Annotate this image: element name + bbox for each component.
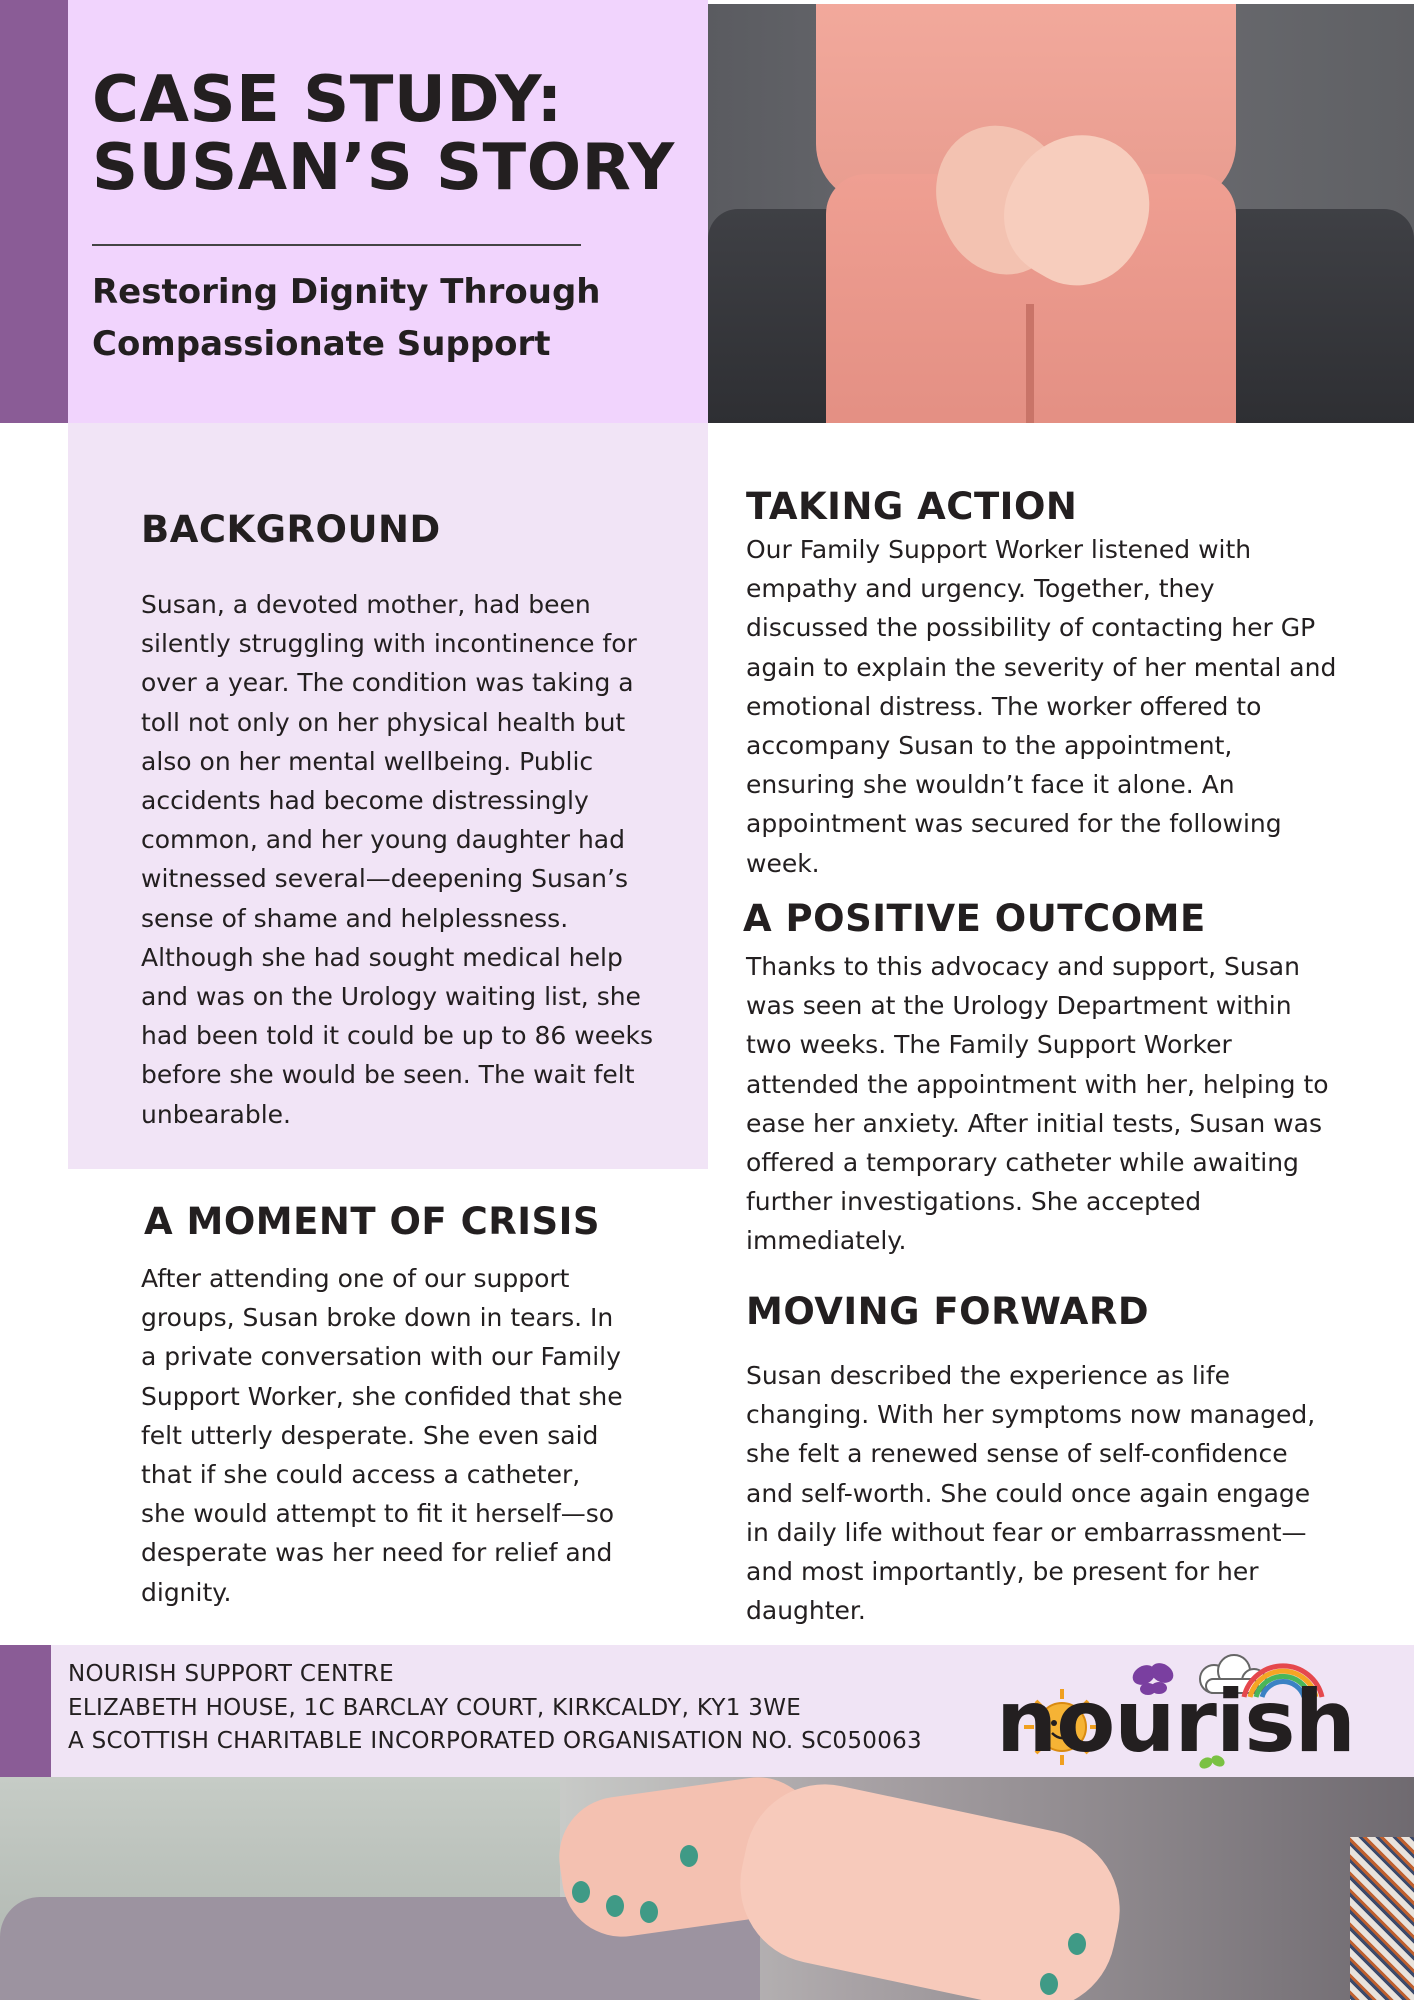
- text-line: she felt a renewed sense of self-confidence: [746, 1439, 1288, 1469]
- photo-nail: [572, 1881, 590, 1903]
- text-line: accidents had become distressingly: [141, 786, 589, 816]
- forward-heading: MOVING FORWARD: [746, 1290, 1150, 1333]
- text-line: further investigations. She accepted: [746, 1187, 1202, 1217]
- text-line: appointment was secured for the following: [746, 809, 1282, 839]
- text-line: Support Worker, she confided that she: [141, 1381, 623, 1411]
- text-line: she would attempt to fit it herself—so: [141, 1499, 615, 1529]
- text-line: felt utterly desperate. She even said: [141, 1420, 599, 1450]
- background-text: [141, 585, 681, 1134]
- text-line: empathy and urgency. Together, they: [746, 574, 1215, 604]
- text-line: Although she had sought medical help: [141, 942, 623, 972]
- text-line: Our Family Support Worker listened with: [746, 535, 1252, 564]
- text-line: After attending one of our support: [141, 1264, 570, 1293]
- left-accent-bar: [0, 0, 68, 423]
- title-line-1: CASE STUDY:: [92, 63, 563, 137]
- text-line: Thanks to this advocacy and support, Susan: [746, 952, 1300, 981]
- title-line-2: SUSAN’S STORY: [92, 131, 675, 205]
- text-line: and most importantly, be present for her: [746, 1557, 1259, 1587]
- footer-photo: [0, 1777, 1414, 2000]
- photo-plaid-cuff: [1350, 1837, 1414, 2000]
- footer-address: [68, 1658, 922, 1759]
- org-name: NOURISH SUPPORT CENTRE: [68, 1661, 395, 1687]
- logo-wordmark: nourish: [996, 1672, 1355, 1772]
- photo-nail: [640, 1901, 658, 1923]
- text-line: before she would be seen. The wait felt: [141, 1060, 635, 1090]
- text-line: was seen at the Urology Department within: [746, 991, 1292, 1021]
- footer-accent-bar: [0, 1645, 51, 1777]
- text-line: Susan, a devoted mother, had been: [141, 590, 591, 619]
- text-line: silently struggling with incontinence for: [141, 629, 637, 659]
- org-charity-number: A SCOTTISH CHARITABLE INCORPORATED ORGANISATION NO. SC050063: [68, 1728, 922, 1754]
- text-line: also on her mental wellbeing. Public: [141, 746, 594, 776]
- text-line: offered a temporary catheter while awaiting: [746, 1148, 1299, 1178]
- text-line: attended the appointment with her, helping to: [746, 1069, 1329, 1099]
- photo-nail: [1068, 1933, 1086, 1955]
- photo-nail: [680, 1845, 698, 1867]
- text-line: and was on the Urology waiting list, she: [141, 982, 641, 1012]
- outcome-text: [746, 947, 1386, 1261]
- page-subtitle: [92, 266, 692, 370]
- action-text: [746, 530, 1386, 883]
- photo-leg-split: [1026, 304, 1034, 423]
- text-line: in daily life without fear or embarrassment—: [746, 1517, 1307, 1547]
- text-line: dignity.: [141, 1577, 232, 1607]
- text-line: changing. With her symptoms now managed,: [746, 1400, 1316, 1430]
- nourish-logo: [996, 1651, 1355, 1775]
- crisis-heading: A MOMENT OF CRISIS: [144, 1200, 601, 1243]
- text-line: groups, Susan broke down in tears. In: [141, 1303, 614, 1333]
- text-line: witnessed several—deepening Susan’s: [141, 864, 628, 894]
- outcome-heading: A POSITIVE OUTCOME: [743, 897, 1206, 940]
- text-line: accompany Susan to the appointment,: [746, 731, 1233, 761]
- org-address: ELIZABETH HOUSE, 1C BARCLAY COURT, KIRKCALDY, KY1 3WE: [68, 1694, 802, 1721]
- text-line: daughter.: [746, 1596, 866, 1626]
- text-line: and self-worth. She could once again engage: [746, 1478, 1311, 1508]
- text-line: emotional distress. The worker offered to: [746, 691, 1262, 721]
- text-line: a private conversation with our Family: [141, 1342, 621, 1372]
- text-line: immediately.: [746, 1226, 907, 1256]
- text-line: discussed the possibility of contacting her GP: [746, 613, 1316, 643]
- text-line: unbearable.: [141, 1099, 291, 1129]
- page-title: [92, 63, 702, 205]
- text-line: had been told it could be up to 86 weeks: [141, 1021, 653, 1051]
- subtitle-line-2: Compassionate Support: [92, 324, 551, 364]
- forward-text: [746, 1356, 1386, 1630]
- crisis-text: [141, 1259, 681, 1612]
- text-line: over a year. The condition was taking a: [141, 668, 634, 698]
- text-line: sense of shame and helplessness.: [141, 903, 569, 933]
- text-line: common, and her young daughter had: [141, 825, 625, 855]
- text-line: Susan described the experience as life: [746, 1361, 1231, 1390]
- text-line: toll not only on her physical health but: [141, 707, 626, 737]
- text-line: again to explain the severity of her mental and: [746, 652, 1337, 682]
- header-photo: [708, 4, 1414, 423]
- title-divider: [92, 244, 581, 246]
- text-line: desperate was her need for relief and: [141, 1538, 613, 1568]
- text-line: ease her anxiety. After initial tests, Susan was: [746, 1108, 1322, 1138]
- text-line: that if she could access a catheter,: [141, 1460, 581, 1490]
- text-line: two weeks. The Family Support Worker: [746, 1030, 1232, 1060]
- text-line: week.: [746, 848, 820, 878]
- background-heading: BACKGROUND: [141, 508, 441, 551]
- photo-nail: [606, 1895, 624, 1917]
- action-heading: TAKING ACTION: [746, 485, 1078, 528]
- text-line: ensuring she wouldn’t face it alone. An: [746, 770, 1235, 800]
- subtitle-line-1: Restoring Dignity Through: [92, 272, 601, 312]
- photo-hand-comforting: [725, 1777, 1134, 2000]
- photo-nail: [1040, 1973, 1058, 1995]
